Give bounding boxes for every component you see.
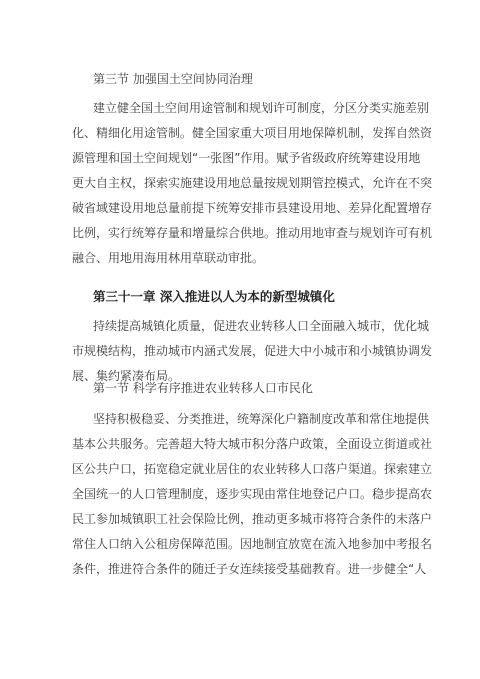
text-line: 区公共户口，拓宽稳定就业居住的农业转移人口落户渠道。探索建立 (72, 462, 433, 476)
text-line: 条件，推进符合条件的随迁子女连续接受基础教育。进一步健全“人 (72, 562, 427, 576)
text-line: 持续提高城镇化质量，促进农业转移人口全面融入城市，优化城 (93, 319, 430, 333)
paragraph-urbanization-quality (72, 314, 433, 389)
text-line: 展、集约紧凑布局。 (72, 369, 181, 383)
text-line: 常住人口纳入公租房保障范围。因地制宜放宽在流入地参加中考报名 (72, 537, 433, 551)
text-line: 基本公共服务。完善超大特大城市积分落户政策，全面设立街道或社 (72, 437, 433, 451)
paragraph-land-use-governance (72, 96, 433, 271)
section-1-heading: 第一节 科学有序推进农业转移人口市民化 (93, 381, 313, 395)
paragraph-migrant-citizenization (72, 407, 433, 582)
text-line: 坚持积极稳妥、分类推进，统筹深化户籍制度改革和常住地提供 (93, 412, 430, 426)
text-line: 建立健全国土空间用途管制和规划许可制度，分区分类实施差别 (93, 101, 430, 115)
section-3-heading: 第三节 加强国土空间协同治理 (93, 72, 253, 86)
text-line: 市规模结构，推动城市内涵式发展，促进大中小城市和小城镇协调发 (72, 344, 433, 358)
text-line: 比例，实行统筹存量和增量综合供地。推动用地审查与规划许可有机 (72, 226, 433, 240)
chapter-31-heading: 第三十一章 深入推进以人为本的新型城镇化 (93, 289, 335, 304)
text-line: 化、精细化用途管制。健全国家重大项目用地保障机制，发挥自然资 (72, 126, 433, 140)
text-line: 融合、用地用海用林用草联动审批。 (72, 251, 265, 265)
text-line: 民工参加城镇职工社会保险比例，推动更多城市将符合条件的未落户 (72, 512, 433, 526)
text-line: 破省域建设用地总量前提下统筹安排市县建设用地、差异化配置增存 (72, 201, 433, 215)
text-line: 全国统一的人口管理制度，逐步实现由常住地登记户口。稳步提高农 (72, 487, 433, 501)
text-line: 更大自主权，探索实施建设用地总量按规划期管控模式，允许在不突 (72, 176, 433, 190)
text-line: 源管理和国土空间规划“一张图”作用。赋予省级政府统筹建设用地 (72, 151, 421, 165)
